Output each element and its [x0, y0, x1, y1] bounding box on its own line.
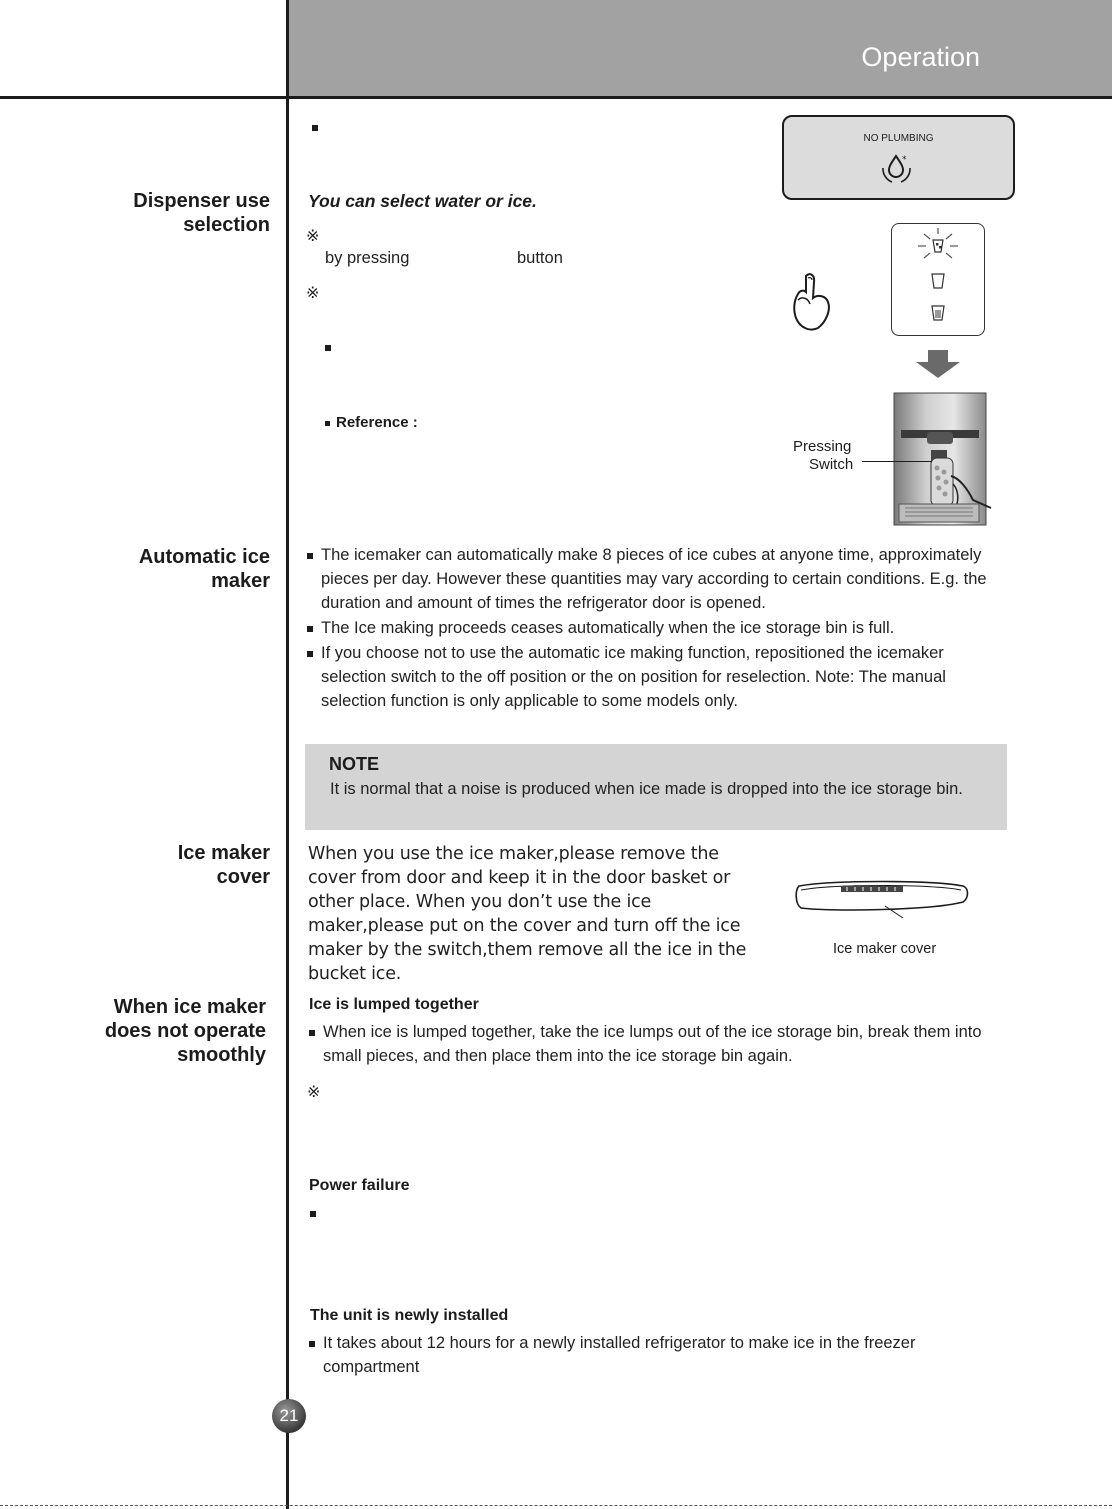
header-rule	[0, 96, 1112, 99]
svg-text:*: *	[902, 155, 907, 165]
heading-not-operate-smoothly	[105, 995, 266, 1067]
heading-line: maker	[211, 570, 270, 592]
pressing-label: Pressing	[793, 438, 852, 455]
asterisk-icon: ※	[306, 228, 320, 245]
dispenser-instruction-button: button	[517, 249, 563, 267]
list-item: The Ice making proceeds ceases automatically when the ice storage bin is full.	[307, 616, 1012, 640]
dispenser-selector-panel	[891, 223, 985, 336]
heading-line: does not operate	[104, 1020, 266, 1042]
bottom-rule	[0, 1505, 1112, 1506]
crushed-ice-cup-icon	[928, 304, 948, 322]
list-item: The icemaker can automatically make 8 pieces of ice cubes at anyone time, approximately pieces per day. However these quantities may vary according to certain conditions. E.g. the duration and amount of times the refrigerator door is opened.	[307, 543, 1012, 615]
reference-text: Reference :	[336, 414, 418, 431]
note-text: It is normal that a noise is produced when ice made is dropped into the ice storage bin.	[330, 780, 963, 798]
lumped-bullet	[309, 1020, 999, 1069]
heading-ice-maker-cover	[178, 841, 270, 889]
list-item: If you choose not to use the automatic ice making function, repositioned the icemaker selection switch to the off position or the on position for reselection. Note: The manual selection function is only applicable to some models only.	[307, 641, 1012, 713]
heading-automatic-ice-maker	[139, 545, 270, 593]
water-drop-icon	[877, 150, 917, 186]
asterisk-icon: ※	[306, 285, 320, 302]
automatic-ice-maker-bullets	[307, 543, 1012, 714]
page-title: Operation	[861, 42, 980, 72]
switch-label: Switch	[809, 456, 854, 473]
pressing-finger-icon	[788, 270, 838, 332]
ice-maker-cover-text: When you use the ice maker,please remove the cover from door and keep it in the door basket or other place. When you don’t use the ice maker,please put on the cover and turn off the ice maker by the switch,them remove all the ice in the bucket ice.	[308, 844, 747, 984]
water-cup-icon	[928, 272, 948, 290]
page-number-badge	[272, 1399, 306, 1433]
heading-line: cover	[216, 866, 270, 888]
no-plumbing-panel	[782, 115, 1015, 200]
heading-line: Automatic ice	[138, 546, 270, 568]
ice-maker-cover-illustration	[793, 878, 971, 918]
list-item: It takes about 12 hours for a newly installed refrigerator to make ice in the freezer compartment	[309, 1331, 1009, 1379]
no-plumbing-label: NO PLUMBING	[863, 133, 934, 144]
note-title: NOTE	[329, 754, 380, 774]
heading-line: Dispenser use	[133, 190, 270, 212]
asterisk-icon: ※	[307, 1084, 321, 1101]
dispenser-intro: You can select water or ice.	[308, 191, 537, 211]
ice-selection-icon	[912, 226, 964, 266]
power-failure-title: Power failure	[309, 1177, 410, 1194]
ice-maker-cover-caption: Ice maker cover	[833, 941, 937, 957]
column-divider	[286, 0, 289, 1509]
heading-line: smoothly	[177, 1044, 266, 1066]
heading-line: When ice maker	[113, 996, 266, 1018]
page-number: 21	[279, 1406, 299, 1425]
bullet-marker	[310, 1211, 316, 1217]
bullet-marker	[325, 345, 331, 351]
heading-line: selection	[183, 214, 270, 236]
lumped-title: Ice is lumped together	[309, 996, 479, 1013]
arrow-down-icon	[916, 350, 960, 378]
bullet-marker	[312, 125, 318, 131]
pressing-switch-leader-line	[862, 461, 932, 462]
heading-line: Ice maker	[177, 842, 270, 864]
note-box	[305, 744, 1007, 830]
dispenser-illustration	[893, 392, 1019, 526]
newly-installed-bullet	[309, 1331, 1009, 1380]
reference-label	[325, 414, 418, 431]
newly-installed-title: The unit is newly installed	[310, 1307, 509, 1324]
header-bar	[289, 0, 1112, 96]
heading-dispenser-use-selection	[133, 189, 270, 237]
dispenser-instruction-pressing: by pressing	[325, 249, 410, 267]
list-item: When ice is lumped together, take the ice lumps out of the ice storage bin, break them into small pieces, and then place them into the ice storage bin again.	[309, 1020, 999, 1068]
